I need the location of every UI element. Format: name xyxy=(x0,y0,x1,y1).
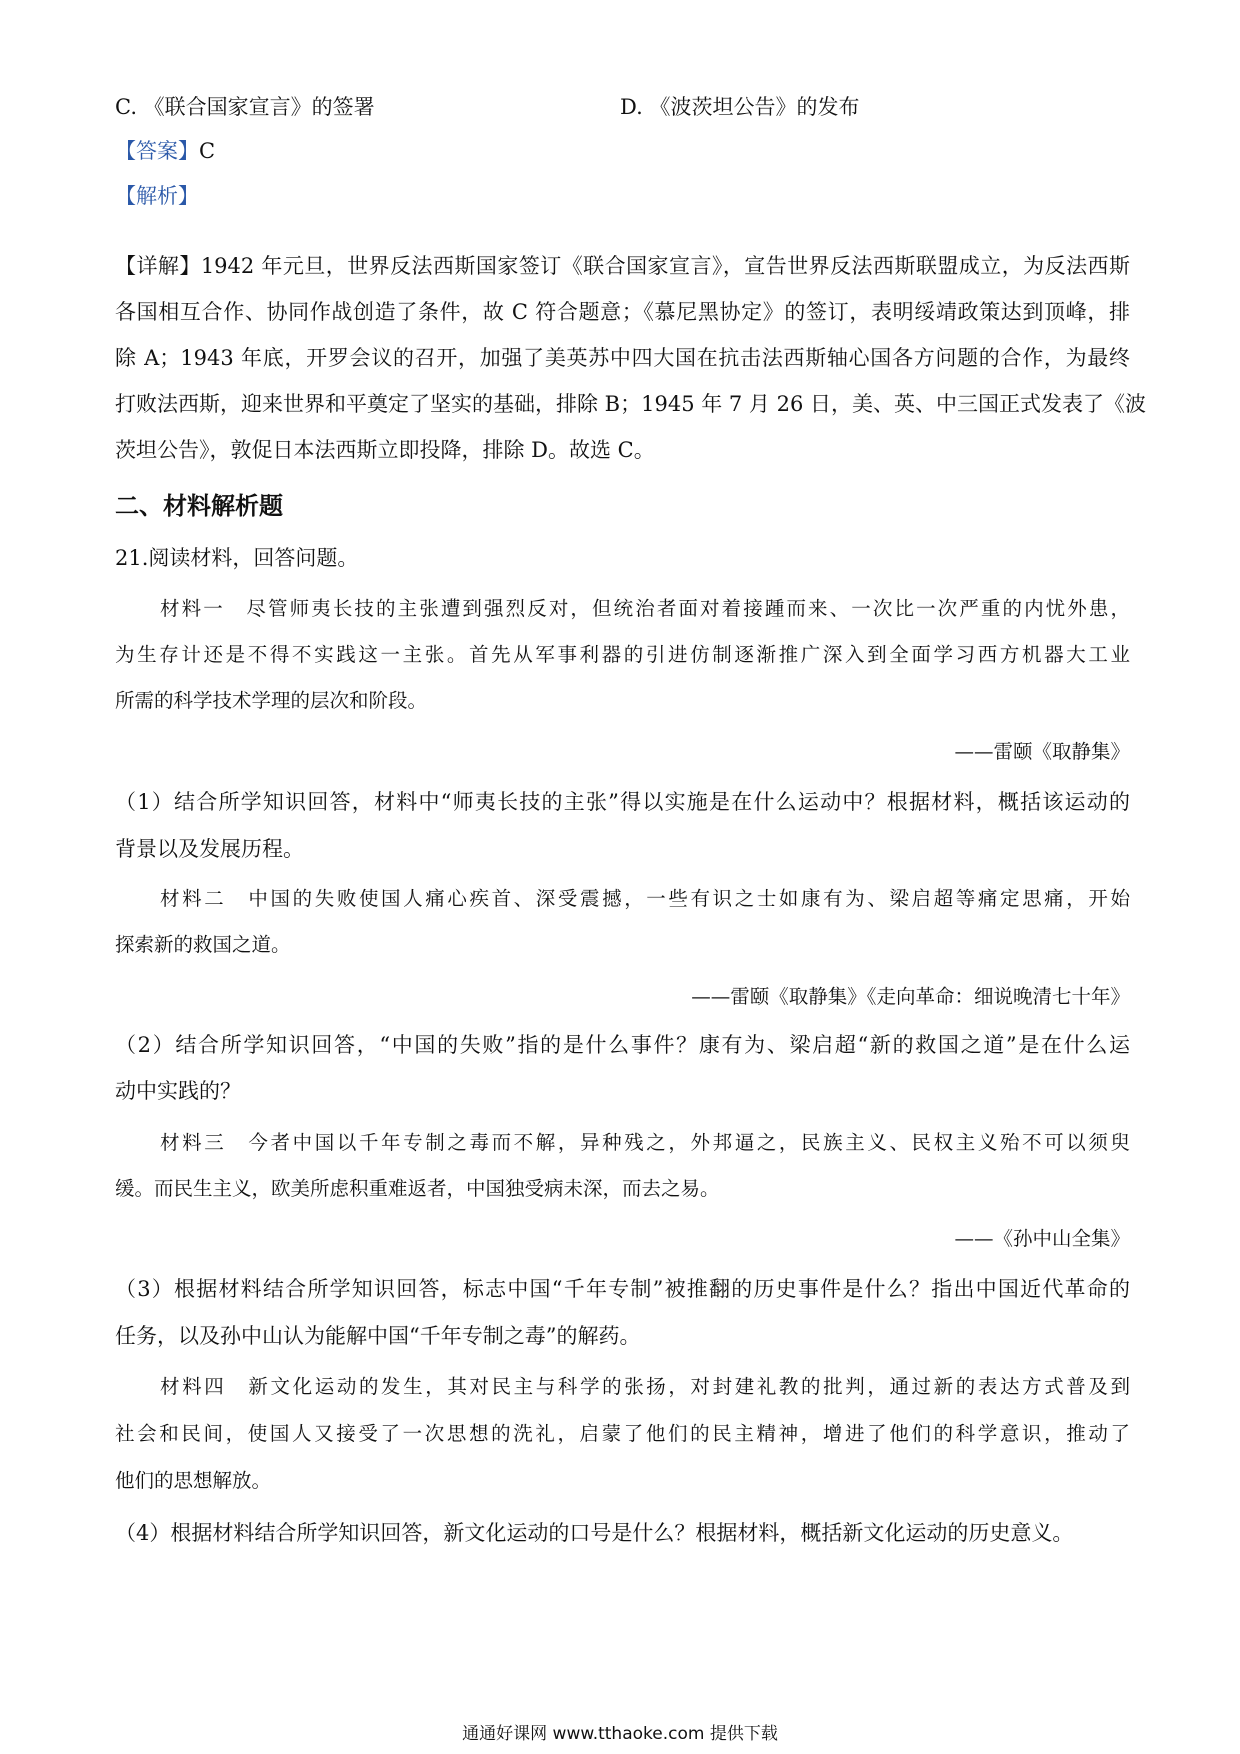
material4-line-2: 社会和民间，使国人又接受了一次思想的洗礼，启蒙了他们的民主精神，增进了他们的科学意识，推动了 xyxy=(115,1422,1130,1445)
material3-source: ——《孙中山全集》 xyxy=(954,1227,1130,1250)
detail-line-4: 打败法西斯，迎来世界和平奠定了坚实的基础，排除 B；1945 年 7 月 26 日，美、英、中三国正式发表了《波 xyxy=(115,392,1147,416)
detail-line-3: 除 A；1943 年底，开罗会议的召开，加强了美英苏中四大国在抗击法西斯轴心国各方问题的合作，为最终 xyxy=(115,346,1130,370)
detail-text-1: 1942 年元旦，世界反法西斯国家签订《联合国家宣言》，宣告世界反法西斯联盟成立，为反法西斯 xyxy=(200,254,1130,278)
q1-line-2: 背景以及发展历程。 xyxy=(115,837,304,861)
page-footer: 通通好课网 www.tthaoke.com 提供下载 xyxy=(462,1724,778,1744)
question-stem: 21.阅读材料，回答问题。 xyxy=(115,546,359,570)
option-c: C. 《联合国家宣言》的签署 xyxy=(115,95,375,119)
q3-line-2: 任务，以及孙中山认为能解中国“千年专制之毒”的解药。 xyxy=(115,1324,641,1348)
material2-line-2: 探索新的救国之道。 xyxy=(115,933,291,956)
option-d: D. 《波茨坦公告》的发布 xyxy=(620,95,860,119)
detail-line-2: 各国相互合作、协同作战创造了条件，故 C 符合题意；《慕尼黑协定》的签订，表明绥靖政策达到顶峰，排 xyxy=(115,300,1130,324)
q1-line-1: （1）结合所学知识回答，材料中“师夷长技的主张”得以实施是在什么运动中？根据材料，概括该运动的 xyxy=(115,790,1130,814)
material4-line-1: 材料四 新文化运动的发生，其对民主与科学的张扬，对封建礼教的批判，通过新的表达方式普及到 xyxy=(160,1375,1130,1398)
q2-line-2: 动中实践的？ xyxy=(115,1079,241,1103)
q4-line-1: （4）根据材料结合所学知识回答，新文化运动的口号是什么？根据材料，概括新文化运动的历史意义。 xyxy=(115,1521,1074,1545)
detail-line-5: 茨坦公告》，敦促日本法西斯立即投降，排除 D。故选 C。 xyxy=(115,438,655,462)
answer-line xyxy=(115,136,1130,166)
material1-line-3: 所需的科学技术学理的层次和阶段。 xyxy=(115,689,428,712)
section-title: 二、材料解析题 xyxy=(115,492,283,520)
detail-label: 【详解】 xyxy=(115,254,201,278)
material2-line-1: 材料二 中国的失败使国人痛心疾首、深受震撼，一些有识之士如康有为、梁启超等痛定思痛，开始 xyxy=(160,887,1130,910)
detail-line-1 xyxy=(115,251,1130,281)
material1-line-1: 材料一 尽管师夷长技的主张遭到强烈反对，但统治者面对着接踵而来、一次比一次严重的内忧外患， xyxy=(160,597,1130,620)
material3-line-2: 缓。而民生主义，欧美所虑积重难返者，中国独受病未深，而去之易。 xyxy=(115,1177,720,1200)
answer-label: 【答案】 xyxy=(115,139,199,163)
q2-line-1: （2）结合所学知识回答，“中国的失败”指的是什么事件？康有为、梁启超“新的救国之道”是在什么运 xyxy=(115,1033,1130,1057)
analysis-label: 【解析】 xyxy=(115,184,199,208)
material1-line-2: 为生存计还是不得不实践这一主张。首先从军事利器的引进仿制逐渐推广深入到全面学习西方机器大工业 xyxy=(115,643,1130,666)
material3-line-1: 材料三 今者中国以千年专制之毒而不解，异种残之，外邦逼之，民族主义、民权主义殆不可以须臾 xyxy=(160,1131,1130,1154)
material4-line-3: 他们的思想解放。 xyxy=(115,1469,272,1492)
q3-line-1: （3）根据材料结合所学知识回答，标志中国“千年专制”被推翻的历史事件是什么？指出中国近代革命的 xyxy=(115,1277,1130,1301)
material1-source: ——雷颐《取静集》 xyxy=(954,740,1130,763)
material2-source: ——雷颐《取静集》《走向革命：细说晚清七十年》 xyxy=(691,985,1130,1008)
answer-value: C xyxy=(199,139,216,163)
